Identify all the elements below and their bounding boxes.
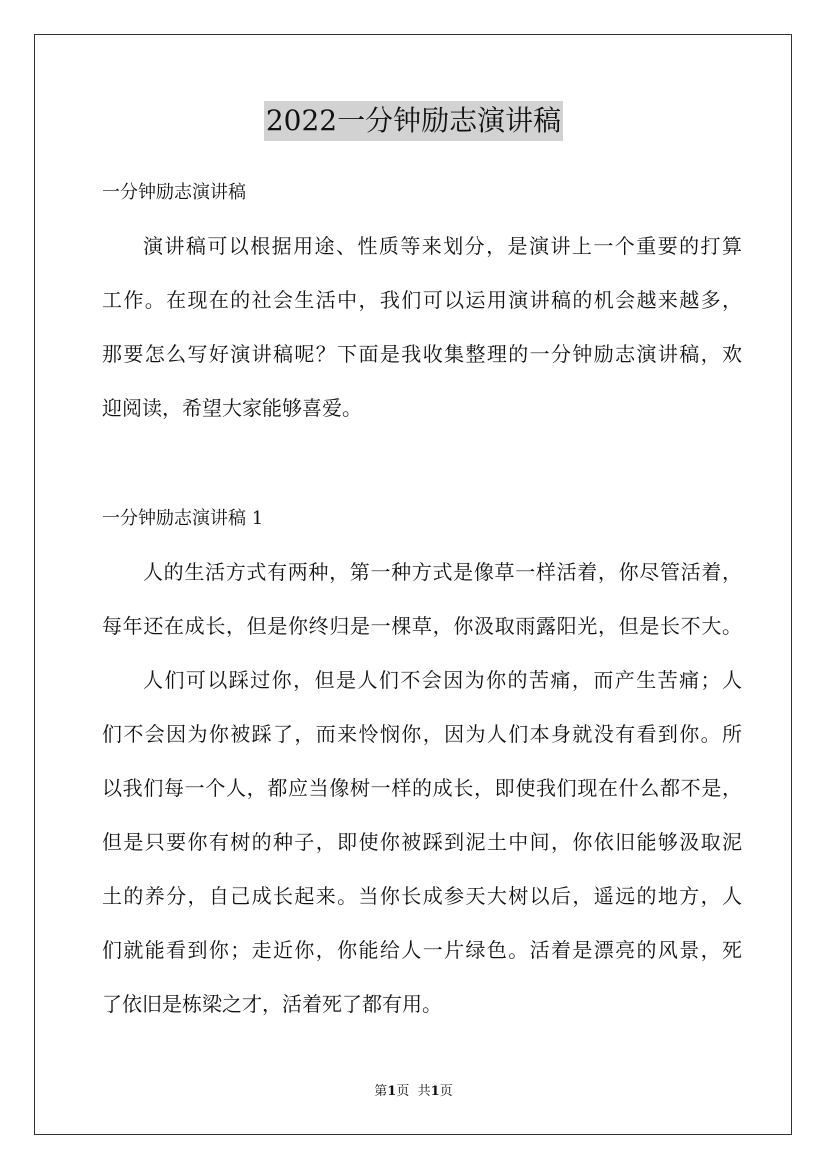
paragraph-line: 演讲稿可以根据用途、性质等来划分，是演讲上一个重要的打算: [143, 234, 742, 258]
footer-total-prefix: 共: [417, 1084, 431, 1099]
footer-total-suffix: 页: [439, 1084, 453, 1099]
paragraph-line: 们就能看到你；走近你，你能给人一片绿色。活着是漂亮的风景，死: [102, 938, 742, 962]
paragraph-line: 迎阅读，希望大家能够喜爱。: [102, 396, 362, 420]
footer-page-number: 1: [387, 1084, 397, 1099]
page-footer: [0, 1083, 827, 1101]
paragraph-line: 了依旧是栋梁之才，活着死了都有用。: [102, 992, 442, 1016]
section-heading: 一分钟励志演讲稿 1: [102, 508, 264, 529]
footer-page-suffix: 页: [396, 1084, 410, 1099]
paragraph-line: 每年还在成长，但是你终归是一棵草，你汲取雨露阳光，但是长不大。: [102, 614, 742, 638]
footer-total-pages: 1: [430, 1084, 440, 1099]
section-heading: 一分钟励志演讲稿: [102, 182, 246, 203]
paragraph-line: 但是只要你有树的种子，即使你被踩到泥土中间，你依旧能够汲取泥: [102, 830, 742, 854]
paragraph-line: 那要怎么写好演讲稿呢？下面是我收集整理的一分钟励志演讲稿，欢: [102, 342, 742, 366]
paragraph-line: 土的养分，自己成长起来。当你长成参天大树以后，遥远的地方，人: [102, 884, 742, 908]
paragraph-line: 们不会因为你被踩了，而来怜悯你，因为人们本身就没有看到你。所: [102, 722, 742, 746]
document-title: 2022一分钟励志演讲稿: [264, 101, 563, 141]
title-container: [0, 101, 827, 141]
paragraph-line: 人的生活方式有两种，第一种方式是像草一样活着，你尽管活着，: [143, 560, 742, 584]
paragraph-line: 以我们每一个人，都应当像树一样的成长，即使我们现在什么都不是，: [102, 776, 742, 800]
footer-prefix: 第: [374, 1084, 388, 1099]
paragraph-line: 工作。在现在的社会生活中，我们可以运用演讲稿的机会越来越多，: [102, 288, 742, 312]
paragraph-line: 人们可以踩过你，但是人们不会因为你的苦痛，而产生苦痛；人: [143, 668, 742, 692]
